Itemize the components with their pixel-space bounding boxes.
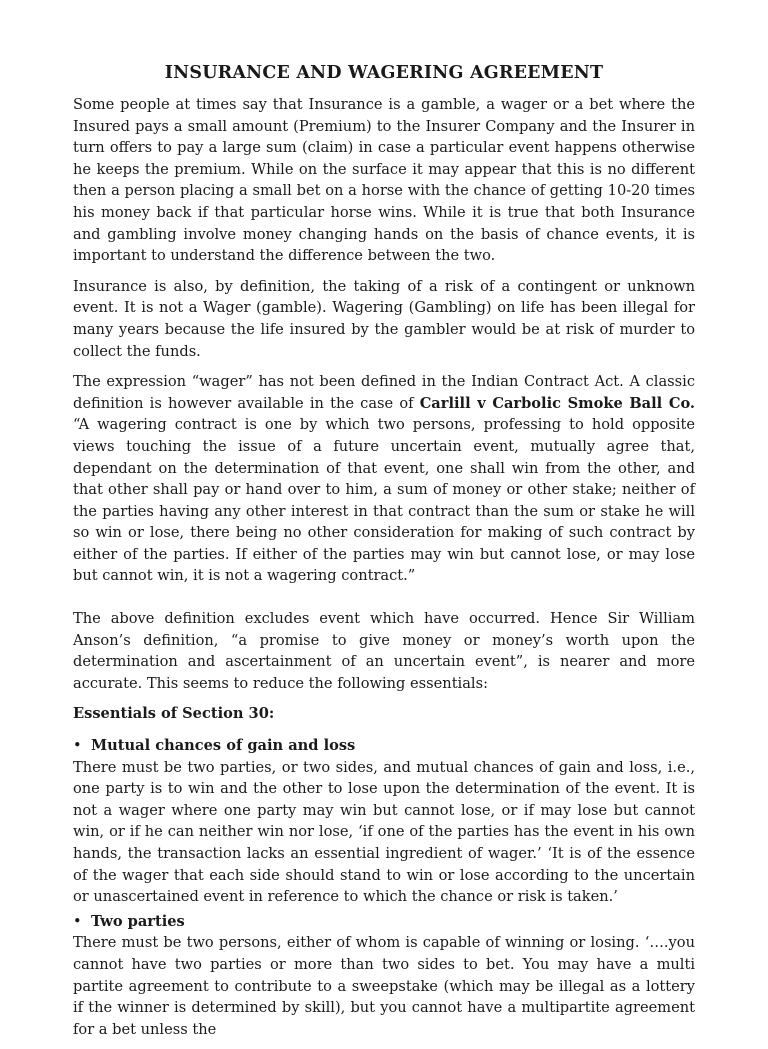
paragraph-anson-definition: The above definition excludes event which have occurred. Hence Sir William Anson’s definition, “a promise to give money or money’s worth upon the determination and ascertainment of an uncertain event”, is nearer and more accurate. This seems to reduce the following essentials: bbox=[73, 610, 695, 692]
bullet-heading-mutual-chances bbox=[73, 735, 695, 757]
bullet-heading-text: Mutual chances of gain and loss bbox=[91, 737, 356, 755]
section-text-two-parties: There must be two persons, either of whom is capable of winning or losing. ‘….you cannot have two parties or more than two sides to bet. You may have a multi partite agreement to contribute to a sweepstake (which may be illegal as a lottery if the winner is determined by skill), but you cannot have a multipartite agreement for a bet unless the bbox=[73, 934, 695, 1038]
essentials-heading: Essentials of Section 30: bbox=[73, 705, 275, 723]
wager-definition-quote: “A wagering contract is one by which two persons, professing to hold opposite views touching the issue of a future uncertain event, mutually agree that, dependant on the determination of that event, one shall win from the other, and that other shall pay or hand over to him, a sum of money or other stake; neither of the parties having any other interest in that contract than the sum or stake he will so win or lose, there being no other consideration for making of such contract by either of the parties. If either of the parties may win but cannot lose, or may lose but cannot win, it is not a wagering contract.” bbox=[73, 416, 695, 585]
paragraph-intro: Some people at times say that Insurance is a gamble, a wager or a bet where the Insured pays a small amount (Premium) to the Insurer Company and the Insurer in turn offers to pay a large sum (claim) in case a particular event happens otherwise he keeps the premium. While on the surface it may appear that this is no different then a person placing a small bet on a horse with the chance of getting 10-20 times his money back if that particular horse wins. While it is true that both Insurance and gambling involve money changing hands on the basis of chance events, it is important to understand the difference between the two. bbox=[73, 96, 695, 265]
wager-definition-lead: The expression “wager” has not been defined in the Indian Contract Act. A classic definition is however available in the case of bbox=[73, 373, 695, 412]
paragraph-insurance-definition: Insurance is also, by definition, the taking of a risk of a contingent or unknown event. It is not a Wager (gamble). Wagering (Gambling) on life has been illegal for many years because the life insured by the gambler would be at risk of murder to collect the funds. bbox=[73, 277, 695, 360]
document-title: INSURANCE AND WAGERING AGREEMENT bbox=[164, 63, 604, 83]
bullet-icon: • bbox=[73, 737, 82, 755]
bullet-heading-text: Two parties bbox=[91, 912, 185, 930]
section-text-mutual-chances: There must be two parties, or two sides, and mutual chances of gain and loss, i.e., one party is to win and the other to lose upon the determination of the event. It is not a wager where one party may win but cannot lose, or if may lose but cannot win, or if he can neither win nor lose, ‘if one of the parties has the event in his own hands, the transaction lacks an essential ingredient of wager.’ ‘It is of the essence of the wager that each side should stand to win or lose according to the uncertain or unascertained event in reference to which the chance or risk is taken.’ bbox=[73, 758, 695, 906]
paragraph-wager-definition bbox=[73, 371, 695, 587]
bullet-icon: • bbox=[73, 912, 82, 930]
document-page bbox=[73, 62, 695, 1049]
case-name: Carlill v Carbolic Smoke Ball Co. bbox=[419, 394, 696, 412]
bullet-heading-two-parties bbox=[73, 911, 695, 933]
